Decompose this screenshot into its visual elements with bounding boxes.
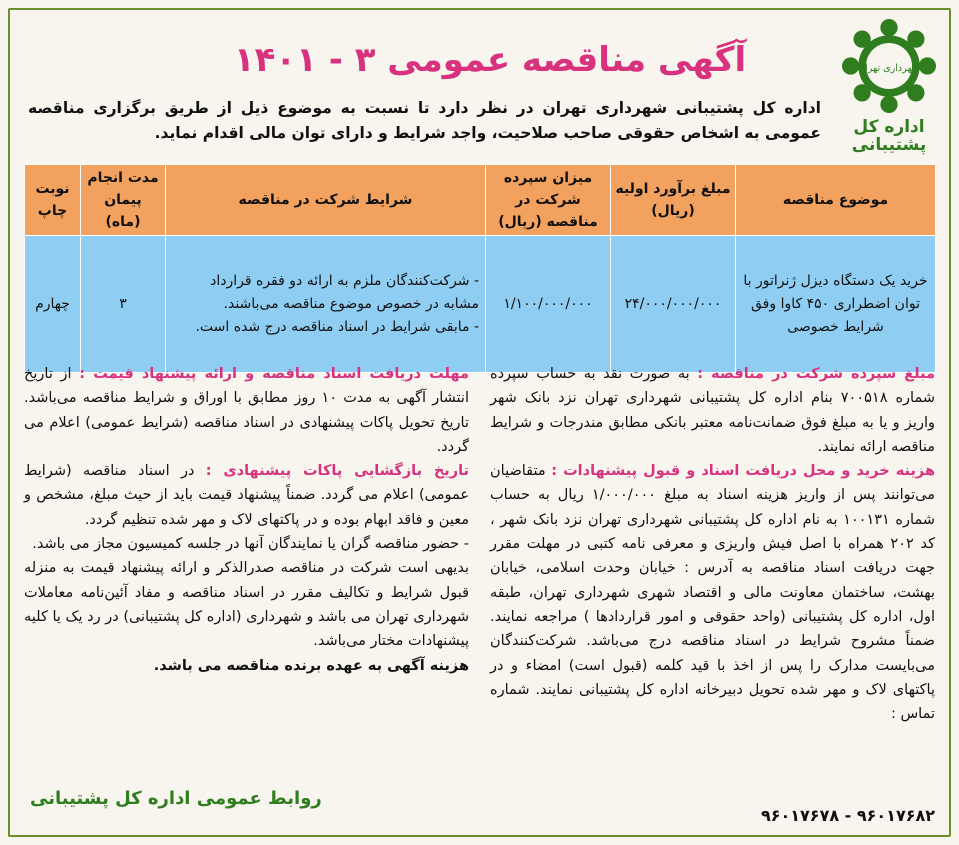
header-estimate: مبلغ برآورد اولیه (ریال) bbox=[611, 165, 736, 236]
cell-deposit: ۱/۱۰۰/۰۰۰/۰۰۰ bbox=[486, 236, 611, 373]
seal-lettering: شهرداری تهران bbox=[858, 62, 920, 74]
logo-brand-text: اداره کل پشتیبانی bbox=[851, 117, 927, 155]
obvious-text: بدیهی است شرکت در مناقصه صدرالذکر و ارائه پیشنهاد قیمت به منزله قبول شرایط و تکالیف مقرر در اسناد مناقصه و مفاد آئین‌نامه معاملات شهرداری تهران می باشد و شهرداری (اداره کل پشتیبانی) در رد یک یا کلیه پیشنهادات مختار می‌باشد. bbox=[24, 560, 469, 650]
attendance-text: - حضور مناقصه گران یا نمایندگان آنها در جلسه کمیسیون مجاز می باشد. bbox=[32, 536, 469, 553]
intro-org: اداره کل پشتیبانی شهرداری تهران bbox=[542, 99, 821, 117]
municipality-logo bbox=[841, 18, 937, 155]
right-column bbox=[490, 362, 935, 726]
condition-2: - مابقی شرایط در اسناد مناقصه درج شده است. bbox=[195, 318, 479, 335]
cell-estimate: ۲۴/۰۰۰/۰۰۰/۰۰۰ bbox=[611, 236, 736, 373]
header-conditions: شرایط شرکت در مناقصه bbox=[166, 165, 486, 236]
opening-text: در اسناد مناقصه (شرایط عمومی) اعلام می گردد. ضمناً پیشنهاد قیمت باید از حیث مبلغ، مشخص و معین و فاقد ابهام بوده و در پاکتهای لاک و مهر شده تنظیم گردد. bbox=[24, 463, 469, 528]
contact-phones: ۹۶۰۱۷۶۸۲ - ۹۶۰۱۷۶۷۸ bbox=[760, 806, 935, 825]
intro-text: در نظر دارد تا نسبت به موضوع ذیل از طریق برگزاری مناقصه عمومی به اشخاص حقوقی صاحب صلاحیت، واجد شرایط و دارای توان مالی اقدام نماید. bbox=[28, 99, 821, 142]
deposit-section bbox=[490, 362, 935, 459]
left-column bbox=[24, 362, 469, 678]
condition-1: - شرکت‌کنندگان ملزم به ارائه دو فقره قرارداد مشابه در خصوص موضوع مناقصه می‌باشند. bbox=[210, 272, 479, 312]
header-duration: مدت انجام پیمان (ماه) bbox=[81, 165, 166, 236]
cell-round: چهارم bbox=[25, 236, 81, 373]
purchase-section bbox=[490, 459, 935, 726]
deadline-heading: مهلت دریافت اسناد مناقصه و ارائه پیشنهاد قیمت : bbox=[79, 366, 469, 382]
deadline-text: از تاریخ انتشار آگهی به مدت ۱۰ روز مطابق با اوراق و شرایط مناقصه می‌باشد. تاریخ تحویل پاکات پیشنهادی در اسناد مناقصه (شرایط عمومی) اعلام می گردد. bbox=[24, 366, 469, 455]
intro-paragraph bbox=[28, 96, 821, 146]
ad-cost-text: هزینه آگهی به عهده برنده مناقصه می باشد. bbox=[153, 657, 469, 674]
tender-table bbox=[24, 164, 936, 373]
cell-subject: خرید یک دستگاه دیزل ژنراتور با توان اضطراری ۴۵۰ کاوا وفق شرایط خصوصی bbox=[736, 236, 936, 373]
header-round: نوبت چاپ bbox=[25, 165, 81, 236]
public-relations-signature: روابط عمومی اداره کل پشتیبانی bbox=[30, 788, 322, 809]
header-subject: موضوع مناقصه bbox=[736, 165, 936, 236]
opening-section bbox=[24, 459, 469, 532]
tehran-seal-icon bbox=[841, 18, 937, 114]
purchase-heading: هزینه خرید و محل دریافت اسناد و قبول پیشنهادات : bbox=[551, 463, 935, 480]
cell-duration: ۳ bbox=[81, 236, 166, 373]
table-row bbox=[25, 236, 936, 373]
cell-conditions bbox=[166, 236, 486, 373]
deposit-text: به صورت نقد به حساب سپرده شماره ۷۰۰۵۱۸ بنام اداره کل پشتیبانی شهرداری تهران نزد بانک شهر واریز و یا به مبلغ فوق ضمانت‌نامه معتبر بانکی مطابق مندرجات و شرایط مناقصه ارائه نمایند. bbox=[490, 366, 935, 455]
header-deposit: میزان سپرده شرکت در مناقصه (ریال) bbox=[486, 165, 611, 236]
opening-heading: تاریخ بازگشایی پاکات پیشنهادی : bbox=[205, 463, 469, 480]
ad-title: آگهی مناقصه عمومی ۳ - ۱۴۰۱ bbox=[233, 40, 747, 80]
purchase-text: متقاضیان می‌توانند پس از واریز هزینه اسناد به مبلغ ۱/۰۰۰/۰۰۰ ریال به حساب شماره ۱۰۰۱۳۱ به نام اداره کل پشتیبانی شهرداری تهران نزد بانک شهر ، کد ۲۰۲ همراه با اصل فیش واریزی و معرفی نامه کتبی در مهلت مقرر جهت دریافت اسناد مناقصه به آدرس : خیابان وحدت اسلامی، خیابان بهشت، ساختمان معاونت مالی و اقتصاد شهری شهرداری تهران، طبقه اول، اداره کل پشتیبانی (واحد حقوقی و امور قراردادها ) مراجعه نمایند. ضمناً مشروح شرایط در اسناد مناقصه درج می‌باشد. شرکت‌کنندگان می‌بایست مدارک را پس از اخذ با قید کلمه (قبول است) امضاء و در پاکتهای لاک و مهر شده تحویل دبیرخانه اداره کل پشتیبانی نمایند. شماره تماس : bbox=[490, 463, 935, 723]
deadline-section bbox=[24, 362, 469, 459]
deposit-heading: مبلغ سپرده شرکت در مناقصه : bbox=[697, 366, 935, 382]
table-header-row bbox=[25, 165, 936, 236]
